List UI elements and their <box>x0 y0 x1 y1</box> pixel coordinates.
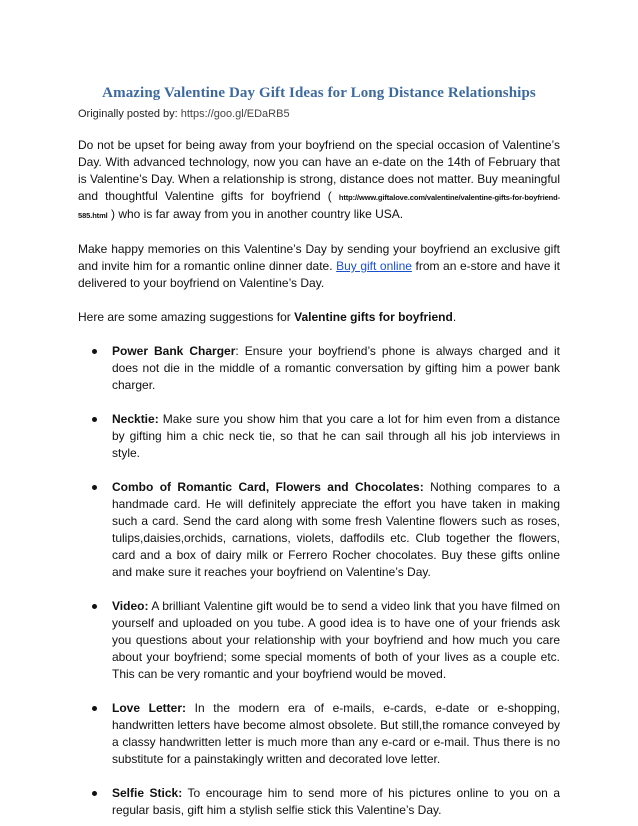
gift-title: Video: <box>112 599 149 613</box>
list-item <box>78 598 560 683</box>
gift-text: Nothing compares to a handmade card. He will definitely appreciate the effort you have taken in making such a card. Send the card along with some fresh Valentine flowers such as roses, tulips,daisies,orchids, carnations, violets, daffodils etc. Club together the flowers, card and a box of dairy milk or Ferrero Rocher chocolates. Buy these gifts online and make sure it reaches your boyfriend on Valentine’s Day. <box>112 480 560 579</box>
suggestions-text-a: Here are some amazing suggestions for <box>78 310 291 324</box>
intro-url: http://www.giftalove.com/valentine/valentine-gifts-for-boyfriend-585.html <box>78 193 560 220</box>
gift-title: Love Letter: <box>112 701 186 715</box>
posted-by-url: https://goo.gl/EDaRB5 <box>180 108 290 120</box>
gift-text: : Ensure your boyfriend’s phone is always charged and it does not die in the middle of a romantic conversation by gifting him a power bank charger. <box>112 344 560 392</box>
list-item <box>78 700 560 768</box>
page-title: Amazing Valentine Day Gift Ideas for Long Distance Relationships <box>102 85 536 101</box>
suggestions-intro <box>78 309 560 326</box>
bullet-icon <box>92 349 97 354</box>
list-item <box>78 343 560 394</box>
bullet-icon <box>92 417 97 422</box>
gift-title: Selfie Stick: <box>112 786 183 800</box>
gift-title: Combo of Romantic Card, Flowers and Chocolates: <box>112 480 424 494</box>
gift-title: Power Bank Charger <box>112 344 236 358</box>
memories-paragraph <box>78 241 560 292</box>
intro-paragraph <box>78 137 560 224</box>
posted-by-line <box>78 108 560 120</box>
buy-gift-online-link[interactable]: Buy gift online <box>336 259 412 273</box>
bullet-icon <box>92 485 97 490</box>
memories-text-a: Make happy memories on this Valentine’s Day by sending your boyfriend an exclusive gift and invite him for a romantic online dinner date. <box>78 242 560 273</box>
gift-title: Necktie: <box>112 412 159 426</box>
bullet-icon <box>92 706 97 711</box>
suggestions-bold: Valentine gifts for boyfriend <box>294 310 453 324</box>
suggestions-text-b: . <box>452 310 457 324</box>
gift-text: To encourage him to send more of his pictures online to you on a regular basis, gift him a stylish selfie stick this Valentine’s Day. <box>112 786 561 817</box>
list-item <box>78 411 560 462</box>
memories-text-b: from an e-store and have it delivered to your boyfriend on Valentine’s Day. <box>78 259 560 290</box>
gift-text: In the modern era of e-mails, e-cards, e-date or e-shopping, handwritten letters have become almost obsolete. But still,the romance conveyed by a classy handwritten letter is much more than any e-card or e-mail. Thus there is no substitute for a painstakingly written and decorated love letter. <box>112 701 560 766</box>
list-item <box>78 785 560 819</box>
list-item <box>78 479 560 581</box>
bullet-icon <box>92 604 97 609</box>
gift-text: A brilliant Valentine gift would be to send a video link that you have filmed on yourself and uploaded on you tube. A good idea is to have one of your friends ask you questions about your relationship with your boyfriend and how much you care about your boyfriend; some special moments of both of your lives as a couple etc. This can be very romantic and your boyfriend would be moved. <box>112 599 560 681</box>
intro-text-b: ) who is far away from you in another country like USA. <box>110 207 404 221</box>
bullet-icon <box>92 791 97 796</box>
gift-text: Make sure you show him that you care a lot for him even from a distance by gifting him a chic neck tie, so that he can sail through all his job interviews in style. <box>112 412 560 460</box>
posted-by-label: Originally posted by: <box>78 108 178 120</box>
gift-list <box>78 343 560 819</box>
intro-text-a: Do not be upset for being away from your boyfriend on the special occasion of Valentine’s Day. With advanced technology, now you can have an e-date on the 14th of February that is Valentine’s Day. When a relationship is strong, distance does not matter. Buy meaningful and thoughtful Valentine gifts for boyfriend ( <box>78 138 560 203</box>
